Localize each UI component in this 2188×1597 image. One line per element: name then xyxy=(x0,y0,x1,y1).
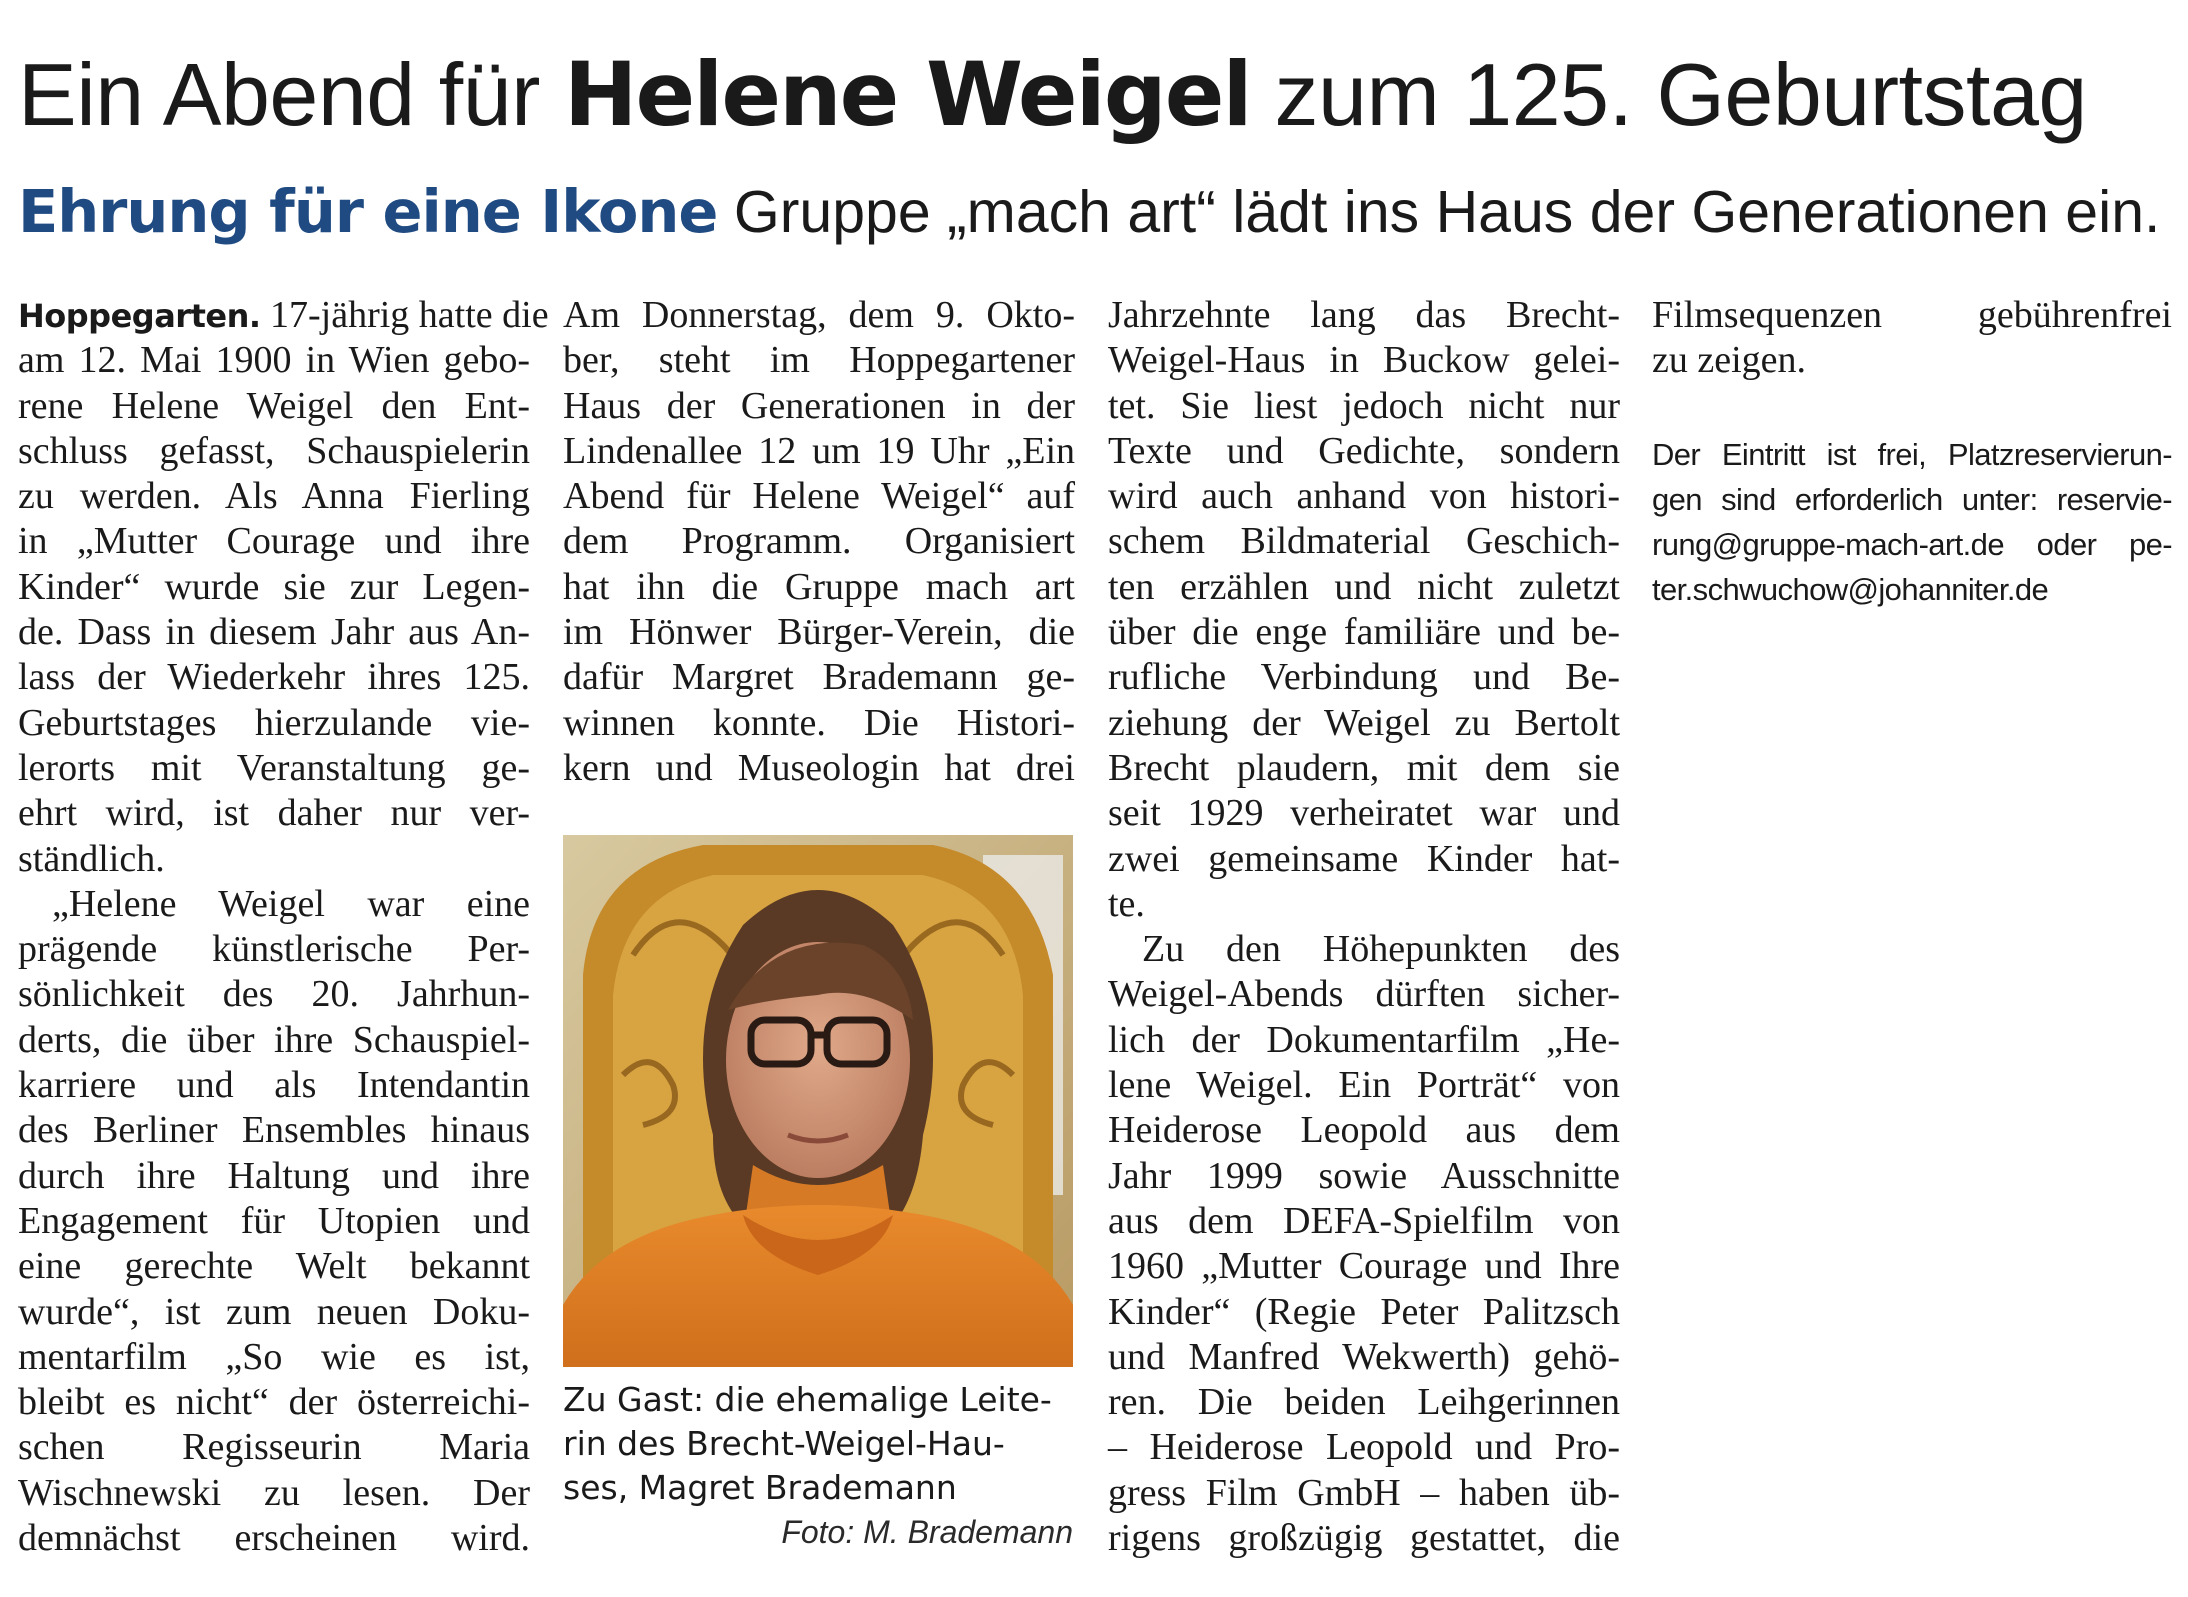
article-line: Filmsequenzen gebührenfrei xyxy=(1652,294,2172,336)
article-line: seit 1929 verheiratet war und xyxy=(1108,792,1620,835)
article-line: Kinder“ wurde sie zur Legen- xyxy=(18,565,530,608)
headline-name: Helene Weigel xyxy=(563,43,1251,146)
info-line: rung@gruppe-mach-art.de oder pe- xyxy=(1652,527,2172,562)
article-line: schen Regisseurin Maria xyxy=(18,1426,530,1469)
article-line: – Heiderose Leopold und Pro- xyxy=(1108,1426,1620,1469)
article-line: ren. Die beiden Leihgerinnen xyxy=(1108,1381,1620,1424)
portrait-photo xyxy=(563,835,1073,1367)
article-column-4 xyxy=(1652,293,2172,384)
subheadline xyxy=(18,172,2178,252)
info-box xyxy=(1652,432,2172,612)
article-line: rufliche Verbindung und Be- xyxy=(1108,656,1620,699)
article-line: ziehung der Weigel zu Bertolt xyxy=(1108,701,1620,744)
article-line: sönlichkeit des 20. Jahrhun- xyxy=(18,973,530,1016)
photo-credit: Foto: M. Brademann xyxy=(781,1514,1073,1550)
article-line: wird auch anhand von histori- xyxy=(1108,475,1620,518)
article-line: tet. Sie liest jedoch nicht nur xyxy=(1108,384,1620,427)
article-line: Jahrzehnte lang das Brecht- xyxy=(1108,294,1620,336)
article-line: aus dem DEFA-Spielfilm von xyxy=(1108,1199,1620,1242)
article-line: rene Helene Weigel den Ent- xyxy=(18,384,530,427)
article-line: winnen konnte. Die Histori- xyxy=(563,701,1075,744)
article-line: schluss gefasst, Schauspielerin xyxy=(18,429,530,472)
article-line: Geburtstages hierzulande vie- xyxy=(18,701,530,744)
headline-part1: Ein Abend für xyxy=(18,45,564,144)
article-line: „Helene Weigel war eine xyxy=(52,882,530,925)
article-column-2 xyxy=(563,293,1075,791)
article-line: 1960 „Mutter Courage und Ihre xyxy=(1108,1245,1620,1288)
article-line: te. xyxy=(1108,882,1145,925)
article-line: zu zeigen. xyxy=(1652,339,1807,382)
article-line: über die enge familiäre und be- xyxy=(1108,611,1620,654)
article-line: in „Mutter Courage und ihre xyxy=(18,520,530,563)
article-line xyxy=(18,293,549,338)
article-line: zwei gemeinsame Kinder hat- xyxy=(1108,837,1620,880)
article-line: demnächst erscheinen wird. xyxy=(18,1517,530,1560)
article-line: lerorts mit Veranstaltung ge- xyxy=(18,746,530,789)
article-line: und Manfred Wekwerth) gehö- xyxy=(1108,1335,1620,1378)
article-text: 17-jährig hatte die xyxy=(260,294,549,336)
article-line: derts, die über ihre Schauspiel- xyxy=(18,1018,530,1061)
article-line: lich der Dokumentarfilm „He- xyxy=(1108,1018,1620,1061)
article-line: Am Donnerstag, dem 9. Okto- xyxy=(563,294,1075,336)
article-line: prägende künstlerische Per- xyxy=(18,928,530,971)
caption-line: rin des Brecht-Weigel-Hau- xyxy=(563,1424,1005,1463)
article-line: mentarfilm „So wie es ist, xyxy=(18,1335,530,1378)
article-line: im Hönwer Bürger-Verein, die xyxy=(563,611,1075,654)
dateline: Hoppegarten. xyxy=(18,297,261,335)
article-line: karriere und als Intendantin xyxy=(18,1064,530,1107)
article-line: Kinder“ (Regie Peter Palitzsch xyxy=(1108,1290,1620,1333)
article-line: hat ihn die Gruppe mach art xyxy=(563,565,1075,608)
article-line: Texte und Gedichte, sondern xyxy=(1108,429,1620,472)
caption-line: ses, Magret Brademann xyxy=(563,1468,957,1507)
article-column-1 xyxy=(18,293,549,1561)
article-line: ehrt wird, ist daher nur ver- xyxy=(18,792,530,835)
article-line: durch ihre Haltung und ihre xyxy=(18,1154,530,1197)
article-line: ständlich. xyxy=(18,837,165,880)
caption-line: Zu Gast: die ehemalige Leite- xyxy=(563,1380,1052,1419)
subhead-kicker: Ehrung für eine Ikone xyxy=(18,177,718,246)
article-line: zu werden. Als Anna Fierling xyxy=(18,475,530,518)
info-line: ter.schwuchow@johanniter.de xyxy=(1652,572,2049,607)
article-line: de. Dass in diesem Jahr aus An- xyxy=(18,611,530,654)
article-line: bleibt es nicht“ der österreichi- xyxy=(18,1381,530,1424)
info-line: gen sind erforderlich unter: reservie- xyxy=(1652,482,2172,517)
article-line: wurde“, ist zum neuen Doku- xyxy=(18,1290,530,1333)
portrait-illustration xyxy=(563,835,1073,1367)
article-line: Brecht plaudern, mit dem sie xyxy=(1108,746,1620,789)
article-line: eine gerechte Welt bekannt xyxy=(18,1245,530,1288)
article-column-3 xyxy=(1108,293,1620,1561)
article-line: Zu den Höhepunkten des xyxy=(1142,928,1620,971)
article-line: Wischnewski zu lesen. Der xyxy=(18,1471,530,1514)
article-line: Lindenallee 12 um 19 Uhr „Ein xyxy=(563,429,1075,472)
article-line: Weigel-Haus in Buckow gelei- xyxy=(1108,339,1620,382)
article-line: des Berliner Ensembles hinaus xyxy=(18,1109,530,1152)
info-line: Der Eintritt ist frei, Platzreservierun- xyxy=(1652,437,2172,472)
article-line: Weigel-Abends dürften sicher- xyxy=(1108,973,1620,1016)
article-line: Engagement für Utopien und xyxy=(18,1199,530,1242)
article-line: schem Bildmaterial Geschich- xyxy=(1108,520,1620,563)
article-line: Heiderose Leopold aus dem xyxy=(1108,1109,1620,1152)
article-line: Jahr 1999 sowie Ausschnitte xyxy=(1108,1154,1620,1197)
article-line: ber, steht im Hoppegartener xyxy=(563,339,1075,382)
article-line: ten erzählen und nicht zuletzt xyxy=(1108,565,1620,608)
article-line: am 12. Mai 1900 in Wien gebo- xyxy=(18,339,530,382)
article-line: dem Programm. Organisiert xyxy=(563,520,1075,563)
article-line: Abend für Helene Weigel“ auf xyxy=(563,475,1075,518)
subhead-text: Gruppe „mach art“ lädt ins Haus der Generationen ein. xyxy=(717,179,2161,245)
headline-part2: zum 125. Geburtstag xyxy=(1250,45,2087,144)
article-line: kern und Museologin hat drei xyxy=(563,746,1075,789)
article-line: lene Weigel. Ein Porträt“ von xyxy=(1108,1064,1620,1107)
article-line: dafür Margret Brademann ge- xyxy=(563,656,1075,699)
article-line: gress Film GmbH – haben üb- xyxy=(1108,1471,1620,1514)
article-line: rigens großzügig gestattet, die xyxy=(1108,1517,1620,1560)
headline xyxy=(18,40,2178,150)
article-line: lass der Wiederkehr ihres 125. xyxy=(18,656,530,699)
photo-caption xyxy=(563,1378,1075,1510)
article-line: Haus der Generationen in der xyxy=(563,384,1075,427)
